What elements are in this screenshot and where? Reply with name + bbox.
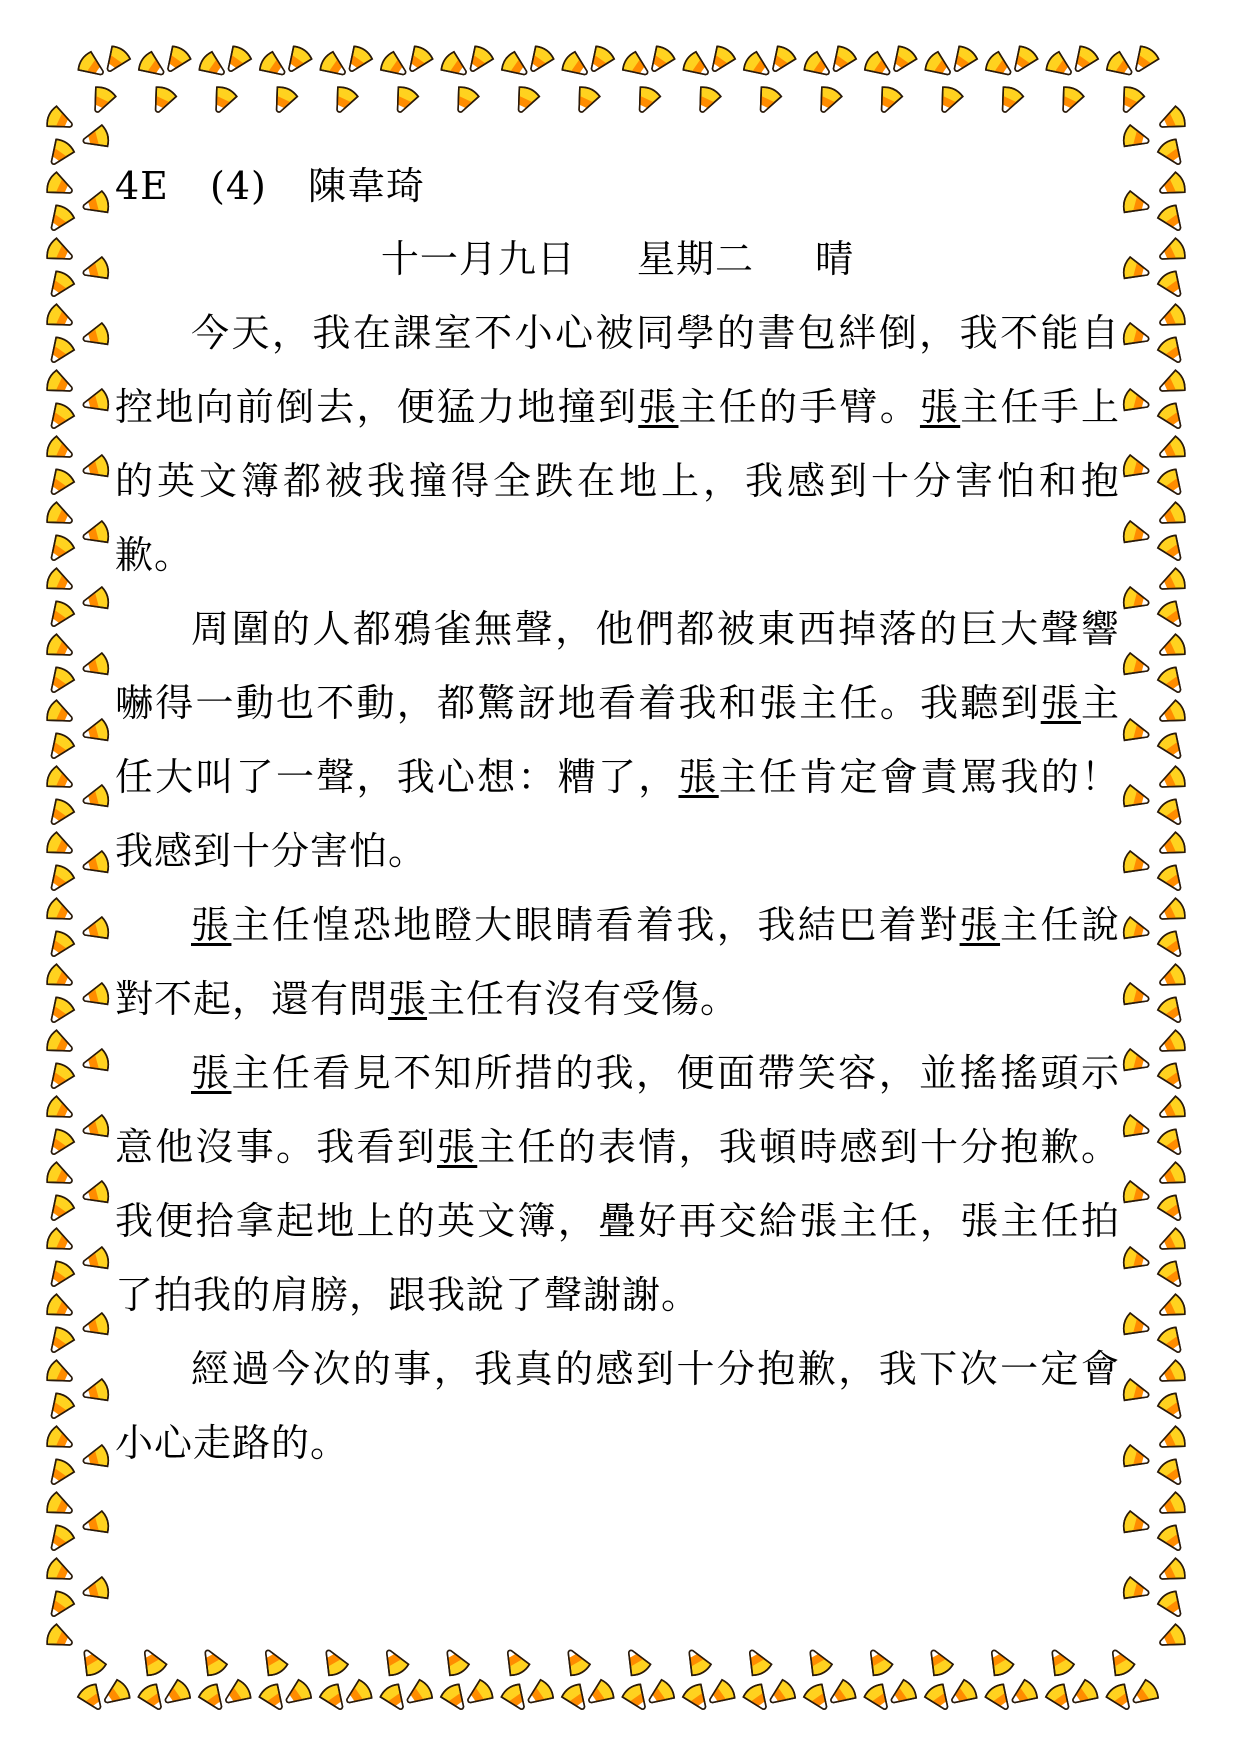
paragraph xyxy=(115,1036,1120,1332)
candy-corn-icon xyxy=(208,84,239,116)
candy-corn-icon xyxy=(1122,1312,1152,1340)
candy-corn-icon xyxy=(947,44,979,77)
candy-corn-icon xyxy=(1156,1095,1188,1126)
candy-corn-icon xyxy=(1122,718,1152,746)
candy-corn-icon xyxy=(1122,1114,1152,1142)
candy-corn-icon xyxy=(571,84,602,116)
candy-corn-icon xyxy=(389,84,420,116)
student-name: 陳韋琦 xyxy=(307,164,425,208)
candy-corn-icon xyxy=(886,44,918,77)
candy-corn-icon xyxy=(1122,1048,1152,1076)
candy-corn-icon xyxy=(44,401,76,434)
candy-corn-icon xyxy=(560,1645,592,1678)
candy-corn-icon xyxy=(44,1095,76,1126)
candy-corn-icon xyxy=(318,1682,350,1715)
candy-corn-icon xyxy=(1122,652,1152,680)
candy-corn-icon xyxy=(44,237,76,268)
candy-corn-icon xyxy=(257,50,290,82)
entry-weather: 晴 xyxy=(815,237,855,281)
candy-corn-icon xyxy=(923,1682,955,1715)
candy-corn-icon xyxy=(1122,322,1152,350)
candy-corn-icon xyxy=(681,50,714,82)
candy-corn-icon xyxy=(621,1682,653,1715)
candy-corn-icon xyxy=(1007,1678,1040,1710)
candy-corn-icon xyxy=(257,1645,289,1678)
candy-corn-icon xyxy=(341,1678,374,1710)
candy-corn-icon xyxy=(160,44,192,77)
candy-corn-icon xyxy=(258,1682,290,1715)
candy-corn-icon xyxy=(802,1645,834,1678)
candy-corn-icon xyxy=(1128,1678,1161,1710)
candy-corn-icon xyxy=(378,1645,410,1678)
candy-corn-icon xyxy=(1156,203,1188,236)
candy-corn-icon xyxy=(1044,1682,1076,1715)
candy-corn-icon xyxy=(379,1682,411,1715)
candy-corn-icon xyxy=(1156,797,1188,830)
candy-corn-icon xyxy=(705,44,737,77)
underlined-name: 張 xyxy=(678,755,719,799)
candy-corn-icon xyxy=(1156,171,1188,202)
candy-corn-icon xyxy=(813,84,844,116)
candy-corn-icon xyxy=(1122,1180,1152,1208)
candy-corn-icon xyxy=(620,1645,652,1678)
candy-corn-icon xyxy=(220,1678,253,1710)
candy-corn-icon xyxy=(44,105,76,136)
candy-corn-icon xyxy=(523,44,555,77)
candy-corn-icon xyxy=(1122,850,1152,878)
candy-corn-icon xyxy=(44,633,76,664)
candy-corn-icon xyxy=(44,731,76,764)
candy-corn-icon xyxy=(704,1678,737,1710)
candy-corn-icon xyxy=(99,1678,132,1710)
candy-corn-icon xyxy=(863,1682,895,1715)
candy-corn-icon xyxy=(136,1645,168,1678)
candy-corn-icon xyxy=(1128,44,1160,77)
candy-corn-icon xyxy=(44,335,76,368)
candy-corn-icon xyxy=(1156,105,1188,136)
candy-corn-icon xyxy=(1104,50,1137,82)
candy-corn-icon xyxy=(873,84,904,116)
candy-corn-icon xyxy=(1122,1378,1152,1406)
candy-corn-icon xyxy=(1156,897,1188,928)
candy-corn-icon xyxy=(741,1645,773,1678)
candy-corn-icon xyxy=(1104,1645,1136,1678)
candy-corn-icon xyxy=(1156,731,1188,764)
candy-corn-icon xyxy=(1156,1161,1188,1192)
candy-corn-icon xyxy=(81,784,111,812)
candy-corn-icon xyxy=(1156,1061,1188,1094)
candy-corn-icon xyxy=(1156,1523,1188,1556)
candy-corn-icon xyxy=(44,369,76,400)
candy-corn-icon xyxy=(1156,1293,1188,1324)
text-run: 經過今次的事，我真的感到十分抱歉，我下次一定會小心走路的。 xyxy=(115,1347,1120,1465)
candy-corn-icon xyxy=(681,1682,713,1715)
candy-corn-icon xyxy=(44,533,76,566)
candy-corn-icon xyxy=(1156,1491,1188,1522)
candy-corn-icon xyxy=(44,1491,76,1522)
candy-corn-icon xyxy=(81,1444,111,1472)
text-run: 主任說對不起，還有問 xyxy=(115,903,1120,1021)
underlined-name: 張 xyxy=(638,385,679,429)
candy-corn-icon xyxy=(76,50,109,82)
candy-corn-icon xyxy=(44,765,76,796)
candy-corn-icon xyxy=(81,322,111,350)
candy-corn-icon xyxy=(1156,963,1188,994)
candy-corn-icon xyxy=(1156,633,1188,664)
candy-corn-icon xyxy=(44,435,76,466)
candy-corn-icon xyxy=(439,50,472,82)
candy-corn-icon xyxy=(81,1510,111,1538)
candy-corn-icon xyxy=(44,1193,76,1226)
candy-corn-icon xyxy=(620,50,653,82)
candy-corn-icon xyxy=(1156,1325,1188,1358)
class-number: (4) xyxy=(210,164,267,208)
candy-corn-icon xyxy=(644,44,676,77)
diary-body xyxy=(115,296,1120,1480)
candy-corn-icon xyxy=(583,1678,616,1710)
candy-corn-icon xyxy=(1122,916,1152,944)
candy-corn-icon xyxy=(1156,1127,1188,1160)
candy-corn-icon xyxy=(439,1645,471,1678)
candy-corn-icon xyxy=(631,84,662,116)
candy-corn-icon xyxy=(44,1589,76,1622)
candy-corn-icon xyxy=(1068,44,1100,77)
candy-corn-icon xyxy=(44,599,76,632)
candy-corn-icon xyxy=(44,1391,76,1424)
candy-corn-icon xyxy=(197,1682,229,1715)
candy-corn-icon xyxy=(44,995,76,1028)
candy-corn-icon xyxy=(221,44,253,77)
candy-corn-icon xyxy=(44,1161,76,1192)
candy-corn-icon xyxy=(402,1678,435,1710)
candy-corn-icon xyxy=(81,1180,111,1208)
candy-corn-icon xyxy=(1156,137,1188,170)
candy-corn-icon xyxy=(1156,1457,1188,1490)
candy-corn-icon xyxy=(1122,1444,1152,1472)
candy-corn-icon xyxy=(44,863,76,896)
candy-corn-icon xyxy=(147,84,178,116)
diary-entry xyxy=(115,150,1120,1480)
candy-corn-icon xyxy=(44,1523,76,1556)
candy-corn-icon xyxy=(1044,50,1077,82)
class-label: 4E xyxy=(115,164,169,208)
candy-corn-icon xyxy=(44,1127,76,1160)
candy-corn-icon xyxy=(44,665,76,698)
candy-corn-icon xyxy=(1122,520,1152,548)
candy-corn-icon xyxy=(1122,454,1152,482)
candy-corn-icon xyxy=(1156,1589,1188,1622)
candy-corn-icon xyxy=(1122,586,1152,614)
candy-corn-icon xyxy=(81,586,111,614)
candy-corn-icon xyxy=(81,1378,111,1406)
candy-corn-icon xyxy=(1156,369,1188,400)
candy-corn-icon xyxy=(923,50,956,82)
candy-corn-icon xyxy=(1122,1576,1152,1604)
candy-corn-icon xyxy=(44,797,76,830)
candy-corn-icon xyxy=(87,84,118,116)
candy-corn-icon xyxy=(44,567,76,598)
candy-corn-icon xyxy=(44,699,76,730)
candy-corn-icon xyxy=(1055,84,1086,116)
candy-corn-icon xyxy=(81,1312,111,1340)
candy-corn-icon xyxy=(1122,124,1152,152)
paragraph xyxy=(115,592,1120,888)
candy-corn-icon xyxy=(862,1645,894,1678)
paragraph xyxy=(115,296,1120,592)
candy-corn-icon xyxy=(1115,84,1146,116)
candy-corn-icon xyxy=(741,50,774,82)
candy-corn-icon xyxy=(81,850,111,878)
candy-corn-icon xyxy=(1122,982,1152,1010)
candy-corn-icon xyxy=(44,831,76,862)
underlined-name: 張 xyxy=(388,977,428,1021)
candy-corn-icon xyxy=(500,1682,532,1715)
candy-corn-icon xyxy=(44,1227,76,1258)
candy-corn-icon xyxy=(934,84,965,116)
candy-corn-icon xyxy=(1156,1557,1188,1588)
candy-corn-icon xyxy=(826,44,858,77)
text-run: 主任大叫了一聲，我心想：糟了， xyxy=(115,681,1120,799)
candy-corn-icon xyxy=(402,44,434,77)
student-info xyxy=(115,150,1120,222)
candy-corn-icon xyxy=(584,44,616,77)
candy-corn-icon xyxy=(862,50,895,82)
candy-corn-icon xyxy=(802,1682,834,1715)
candy-corn-icon xyxy=(44,467,76,500)
candy-corn-icon xyxy=(1156,1623,1188,1654)
candy-corn-icon xyxy=(44,1293,76,1324)
candy-corn-icon xyxy=(1122,388,1152,416)
candy-corn-icon xyxy=(1156,501,1188,532)
text-run: 今天，我在課室不小心被同學的書包絆倒，我不能自控地向前倒去，便猛力地撞到 xyxy=(115,311,1120,429)
candy-corn-icon xyxy=(1156,929,1188,962)
candy-corn-icon xyxy=(946,1678,979,1710)
candy-corn-icon xyxy=(1156,567,1188,598)
candy-corn-icon xyxy=(44,963,76,994)
candy-corn-icon xyxy=(378,50,411,82)
candy-corn-icon xyxy=(1156,765,1188,796)
candy-corn-icon xyxy=(1156,467,1188,500)
candy-corn-icon xyxy=(983,1645,1015,1678)
candy-corn-icon xyxy=(318,50,351,82)
candy-corn-icon xyxy=(1156,237,1188,268)
candy-corn-icon xyxy=(268,84,299,116)
text-run: 主任有沒有受傷。 xyxy=(427,977,740,1021)
candy-corn-icon xyxy=(342,44,374,77)
text-run: 主任肯定會責罵我的！我感到十分害怕。 xyxy=(115,755,1120,873)
candy-corn-icon xyxy=(44,1457,76,1490)
candy-corn-icon xyxy=(499,1645,531,1678)
candy-corn-icon xyxy=(1122,1510,1152,1538)
candy-corn-icon xyxy=(76,1645,108,1678)
candy-corn-icon xyxy=(1156,435,1188,466)
candy-corn-icon xyxy=(1156,863,1188,896)
candy-corn-icon xyxy=(499,50,532,82)
candy-corn-icon xyxy=(44,1425,76,1456)
candy-corn-icon xyxy=(523,1678,556,1710)
candy-corn-icon xyxy=(681,1645,713,1678)
underlined-name: 張 xyxy=(1040,681,1081,725)
candy-corn-icon xyxy=(81,652,111,680)
candy-corn-icon xyxy=(81,916,111,944)
candy-corn-icon xyxy=(81,388,111,416)
candy-corn-icon xyxy=(44,897,76,928)
candy-corn-icon xyxy=(1156,1359,1188,1390)
candy-corn-icon xyxy=(44,1623,76,1654)
candy-corn-icon xyxy=(510,84,541,116)
candy-corn-icon xyxy=(81,190,111,218)
candy-corn-icon xyxy=(136,50,169,82)
candy-corn-icon xyxy=(439,1682,471,1715)
candy-corn-icon xyxy=(81,1048,111,1076)
candy-corn-icon xyxy=(1156,335,1188,368)
candy-corn-icon xyxy=(81,520,111,548)
text-run: 主任的表情，我頓時感到十分抱歉。我便拾拿起地上的英文簿，疊好再交給張主任，張主任拍了拍我的肩膀，跟我說了聲謝謝。 xyxy=(115,1125,1120,1317)
candy-corn-icon xyxy=(81,124,111,152)
candy-corn-icon xyxy=(81,1246,111,1274)
candy-corn-icon xyxy=(44,137,76,170)
candy-corn-icon xyxy=(1156,401,1188,434)
candy-corn-icon xyxy=(160,1678,193,1710)
candy-corn-icon xyxy=(462,1678,495,1710)
candy-corn-icon xyxy=(44,1029,76,1060)
candy-corn-icon xyxy=(450,84,481,116)
candy-corn-icon xyxy=(81,1114,111,1142)
candy-corn-icon xyxy=(742,1682,774,1715)
candy-corn-icon xyxy=(1156,1391,1188,1424)
candy-corn-icon xyxy=(825,1678,858,1710)
candy-corn-icon xyxy=(1156,699,1188,730)
candy-corn-icon xyxy=(44,1359,76,1390)
candy-corn-icon xyxy=(197,50,230,82)
underlined-name: 張 xyxy=(437,1125,478,1169)
candy-corn-icon xyxy=(44,1259,76,1292)
candy-corn-icon xyxy=(692,84,723,116)
candy-corn-icon xyxy=(994,84,1025,116)
candy-corn-icon xyxy=(44,171,76,202)
entry-date: 十一月九日 xyxy=(380,237,576,281)
entry-weekday: 星期二 xyxy=(636,237,754,281)
candy-corn-icon xyxy=(560,50,593,82)
text-run: 周圍的人都鴉雀無聲，他們都被東西掉落的巨大聲響嚇得一動也不動，都驚訝地看着我和張主任。我聽到 xyxy=(115,607,1120,725)
candy-corn-icon xyxy=(984,1682,1016,1715)
candy-corn-icon xyxy=(1156,1029,1188,1060)
candy-corn-icon xyxy=(81,256,111,284)
candy-corn-icon xyxy=(1156,831,1188,862)
candy-corn-icon xyxy=(1067,1678,1100,1710)
candy-corn-icon xyxy=(923,1645,955,1678)
candy-corn-icon xyxy=(44,929,76,962)
candy-corn-icon xyxy=(44,1061,76,1094)
candy-corn-icon xyxy=(81,1576,111,1604)
candy-corn-icon xyxy=(1007,44,1039,77)
candy-corn-icon xyxy=(44,501,76,532)
text-run: 主任惶恐地瞪大眼睛看着我，我結巴着對 xyxy=(231,903,960,947)
underlined-name: 張 xyxy=(191,1051,232,1095)
candy-corn-icon xyxy=(886,1678,919,1710)
candy-corn-icon xyxy=(1122,784,1152,812)
candy-corn-icon xyxy=(644,1678,677,1710)
candy-corn-icon xyxy=(1122,190,1152,218)
candy-corn-icon xyxy=(765,44,797,77)
dateline xyxy=(115,222,1120,296)
candy-corn-icon xyxy=(1044,1645,1076,1678)
text-run: 主任的手臂。 xyxy=(678,385,920,429)
candy-corn-icon xyxy=(44,303,76,334)
candy-corn-icon xyxy=(560,1682,592,1715)
candy-corn-icon xyxy=(44,269,76,302)
candy-corn-icon xyxy=(463,44,495,77)
candy-corn-icon xyxy=(1156,269,1188,302)
candy-corn-icon xyxy=(1156,1259,1188,1292)
candy-corn-icon xyxy=(281,44,313,77)
candy-corn-icon xyxy=(1156,1425,1188,1456)
paragraph xyxy=(115,888,1120,1036)
candy-corn-icon xyxy=(44,1557,76,1588)
candy-corn-icon xyxy=(1156,533,1188,566)
candy-corn-icon xyxy=(81,454,111,482)
candy-corn-icon xyxy=(329,84,360,116)
candy-corn-icon xyxy=(1156,995,1188,1028)
candy-corn-icon xyxy=(1156,1193,1188,1226)
candy-corn-icon xyxy=(100,44,132,77)
candy-corn-icon xyxy=(44,1325,76,1358)
candy-corn-icon xyxy=(802,50,835,82)
candy-corn-icon xyxy=(765,1678,798,1710)
candy-corn-icon xyxy=(1122,256,1152,284)
text-run: 主任手上的英文簿都被我撞得全跌在地上，我感到十分害怕和抱歉。 xyxy=(115,385,1120,577)
underlined-name: 張 xyxy=(919,385,961,429)
candy-corn-icon xyxy=(983,50,1016,82)
underlined-name: 張 xyxy=(959,903,1001,947)
candy-corn-icon xyxy=(1122,1246,1152,1274)
candy-corn-icon xyxy=(137,1682,169,1715)
candy-corn-icon xyxy=(1105,1682,1137,1715)
text-run: 主任看見不知所措的我，便面帶笑容，並搖搖頭示意他沒事。我看到 xyxy=(115,1051,1120,1169)
candy-corn-icon xyxy=(281,1678,314,1710)
candy-corn-icon xyxy=(1156,303,1188,334)
candy-corn-icon xyxy=(318,1645,350,1678)
candy-corn-icon xyxy=(1156,1227,1188,1258)
candy-corn-icon xyxy=(81,718,111,746)
paragraph xyxy=(115,1332,1120,1480)
underlined-name: 張 xyxy=(191,903,232,947)
candy-corn-icon xyxy=(44,203,76,236)
candy-corn-icon xyxy=(197,1645,229,1678)
candy-corn-icon xyxy=(81,982,111,1010)
candy-corn-icon xyxy=(752,84,783,116)
candy-corn-icon xyxy=(1156,665,1188,698)
candy-corn-icon xyxy=(76,1682,108,1715)
candy-corn-icon xyxy=(1156,599,1188,632)
